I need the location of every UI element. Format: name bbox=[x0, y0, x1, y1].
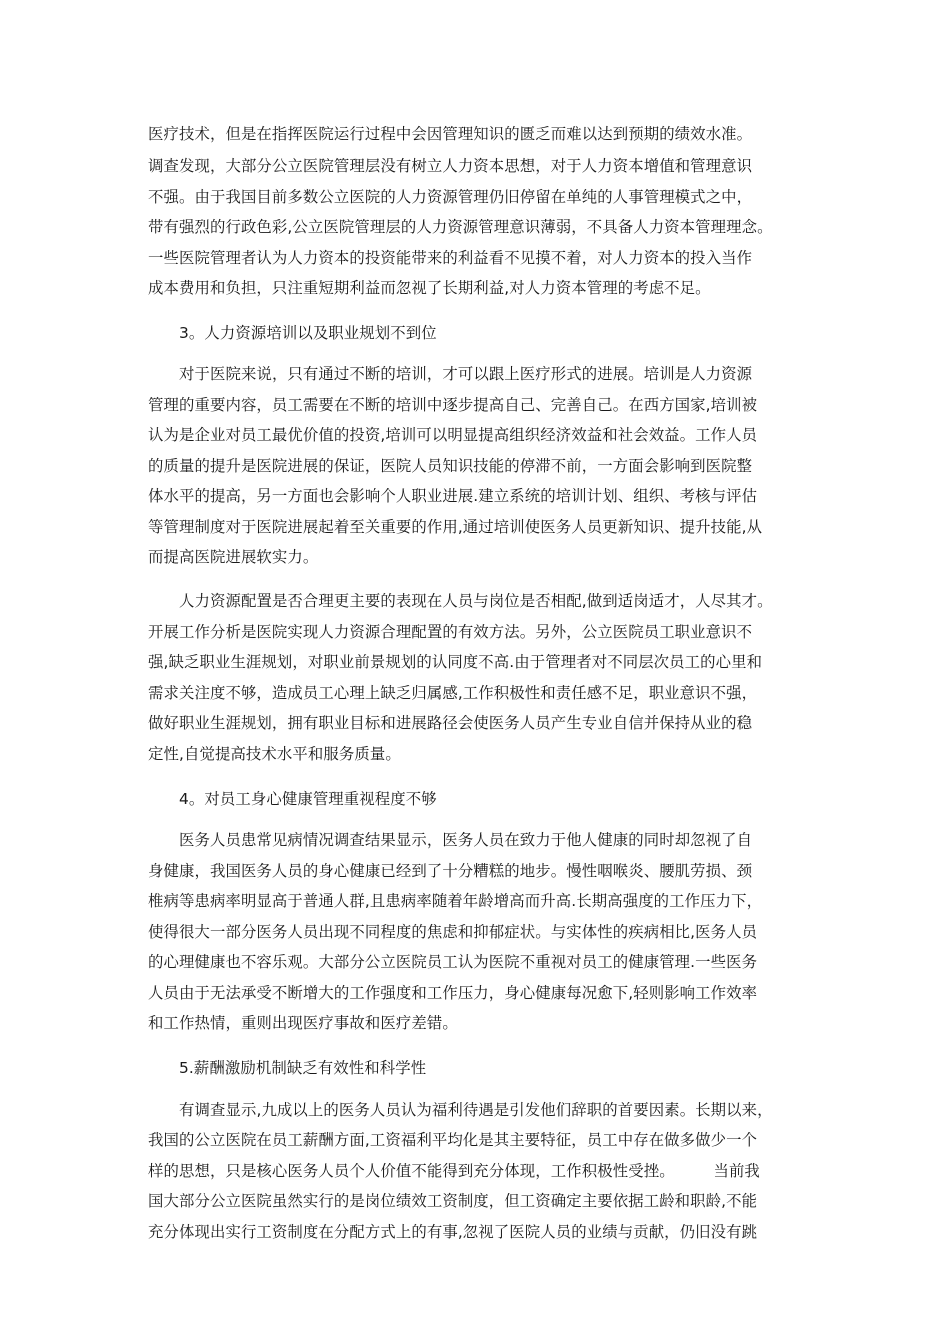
text-line: 医务人员患常见病情况调查结果显示，医务人员在致力于他人健康的同时却忽视了自 bbox=[179, 831, 753, 849]
text-line: 体水平的提高，另一方面也会影响个人职业进展.建立系统的培训计划、组织、考核与评估 bbox=[148, 487, 758, 505]
section-heading-4: 4。对员工身心健康管理重视程度不够 bbox=[179, 790, 437, 808]
text-line: 医疗技术，但是在指挥医院运行过程中会因管理知识的匮乏而难以达到预期的绩效水准。 bbox=[148, 125, 753, 143]
text-line: 人员由于无法承受不断增大的工作强度和工作压力，身心健康每况愈下,轻则影响工作效率 bbox=[148, 984, 758, 1002]
text-line: 国大部分公立医院虽然实行的是岗位绩效工资制度，但工资确定主要依据工龄和职龄,不能 bbox=[148, 1192, 758, 1210]
text-line: 一些医院管理者认为人力资本的投资能带来的利益看不见摸不着，对人力资本的投入当作 bbox=[148, 249, 753, 267]
text-line: 人力资源配置是否合理更主要的表现在人员与岗位是否相配,做到适岗适才，人尽其才。 bbox=[179, 592, 773, 610]
text-line: 对于医院来说，只有通过不断的培训，才可以跟上医疗形式的进展。培训是人力资源 bbox=[179, 365, 753, 383]
text-line: 的心理健康也不容乐观。大部分公立医院员工认为医院不重视对员工的健康管理.一些医务 bbox=[148, 953, 758, 971]
text-line: 需求关注度不够，造成员工心理上缺乏归属感,工作积极性和责任感不足，职业意识不强， bbox=[148, 684, 758, 702]
text-line: 有调查显示,九成以上的医务人员认为福利待遇是引发他们辞职的首要因素。长期以来， bbox=[179, 1101, 773, 1119]
text-line: 身健康，我国医务人员的身心健康已经到了十分糟糕的地步。慢性咽喉炎、腰肌劳损、颈 bbox=[148, 862, 753, 880]
text-line: 而提高医院进展软实力。 bbox=[148, 548, 319, 566]
text-line: 管理的重要内容，员工需要在不断的培训中逐步提高自己、完善自己。在西方国家,培训被 bbox=[148, 396, 758, 414]
text-line: 调查发现，大部分公立医院管理层没有树立人力资本思想，对于人力资本增值和管理意识 bbox=[148, 157, 753, 175]
text-line: 强,缺乏职业生涯规划，对职业前景规划的认同度不高.由于管理者对不同层次员工的心里和 bbox=[148, 653, 763, 671]
text-line: 开展工作分析是医院实现人力资源合理配置的有效方法。另外，公立医院员工职业意识不 bbox=[148, 623, 753, 641]
text-line: 使得很大一部分医务人员出现不同程度的焦虑和抑郁症状。与实体性的疾病相比,医务人员 bbox=[148, 923, 758, 941]
text-line: 我国的公立医院在员工薪酬方面,工资福利平均化是其主要特征，员工中存在做多做少一个 bbox=[148, 1131, 758, 1149]
text-line: 等管理制度对于医院进展起着至关重要的作用,通过培训使医务人员更新知识、提升技能,从 bbox=[148, 518, 763, 536]
text-line: 和工作热情，重则出现医疗事故和医疗差错。 bbox=[148, 1014, 458, 1032]
section-heading-3: 3。人力资源培训以及职业规划不到位 bbox=[179, 324, 437, 342]
section-heading-5: 5.薪酬激励机制缺乏有效性和科学性 bbox=[179, 1059, 427, 1077]
text-line: 做好职业生涯规划，拥有职业目标和进展路径会使医务人员产生专业自信并保持从业的稳 bbox=[148, 714, 753, 732]
text-line: 椎病等患病率明显高于普通人群,且患病率随着年龄增高而升高.长期高强度的工作压力下， bbox=[148, 892, 763, 910]
text-line: 成本费用和负担，只注重短期利益而忽视了长期利益,对人力资本管理的考虑不足。 bbox=[148, 279, 711, 297]
text-line: 认为是企业对员工最优价值的投资,培训可以明显提高组织经济效益和社会效益。工作人员 bbox=[148, 426, 758, 444]
text-line: 充分体现出实行工资制度在分配方式上的有事,忽视了医院人员的业绩与贡献，仍旧没有跳 bbox=[148, 1223, 758, 1241]
text-line: 带有强烈的行政色彩,公立医院管理层的人力资源管理意识薄弱，不具备人力资本管理理念。 bbox=[148, 218, 773, 236]
text-line: 不强。由于我国目前多数公立医院的人力资源管理仍旧停留在单纯的人事管理模式之中， bbox=[148, 188, 753, 206]
text-line: 样的思想，只是核心医务人员个人价值不能得到充分体现，工作积极性受挫。 当前我 bbox=[148, 1162, 760, 1180]
text-line: 定性,自觉提高技术水平和服务质量。 bbox=[148, 745, 401, 763]
text-line: 的质量的提升是医院进展的保证，医院人员知识技能的停滞不前，一方面会影响到医院整 bbox=[148, 457, 753, 475]
